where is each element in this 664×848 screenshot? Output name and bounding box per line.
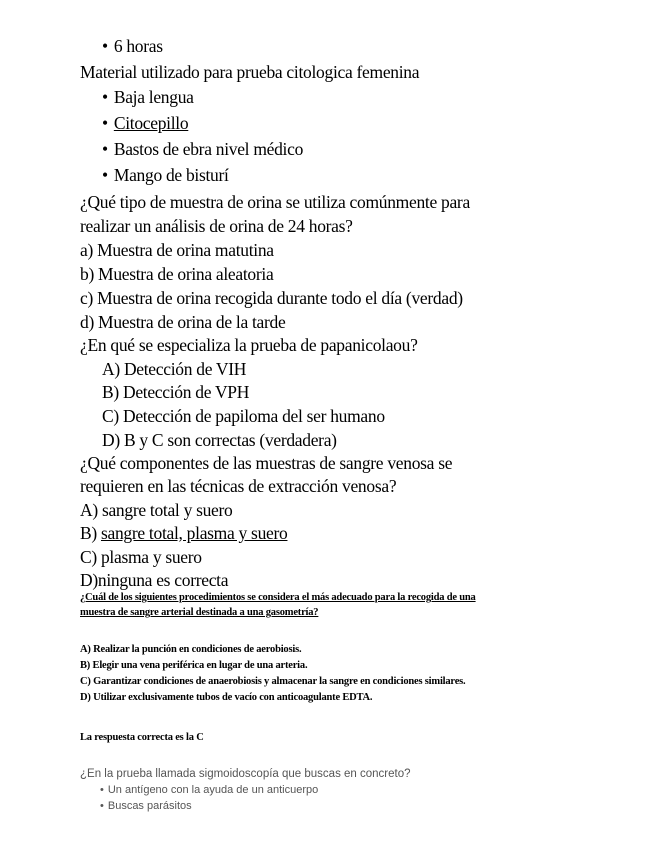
question-heading: Material utilizado para prueba citologica femenina bbox=[80, 62, 420, 82]
question-heading: ¿En la prueba llamada sigmoidoscopía que buscas en concreto? bbox=[80, 768, 411, 780]
answer-option: D) B y C son correctas (verdadera) bbox=[102, 430, 337, 450]
highlighted-answer: Citocepillo bbox=[113, 113, 189, 133]
option-letter: B) bbox=[80, 523, 101, 543]
answer-option: A) sangre total y suero bbox=[80, 500, 233, 520]
answer-option: a) Muestra de orina matutina bbox=[80, 240, 274, 260]
answer-option: A) Realizar la punción en condiciones de aerobiosis. bbox=[80, 644, 302, 655]
list-item: • Baja lengua bbox=[102, 85, 194, 109]
list-item: • Un antígeno con la ayuda de un anticuerpo bbox=[100, 782, 318, 798]
answer-option: D)ninguna es correcta bbox=[80, 570, 229, 590]
answer-statement: La respuesta correcta es la C bbox=[80, 732, 204, 743]
answer-option: B) Elegir una vena periférica en lugar de una arteria. bbox=[80, 660, 308, 671]
highlighted-answer: sangre total, plasma y suero bbox=[100, 523, 288, 543]
question-line: realizar un análisis de orina de 24 horas? bbox=[80, 216, 353, 236]
question-line: ¿Qué tipo de muestra de orina se utiliza comúnmente para bbox=[80, 192, 470, 212]
answer-option: C) plasma y suero bbox=[80, 547, 202, 567]
answer-option: d) Muestra de orina de la tarde bbox=[80, 312, 286, 332]
answer-option: c) Muestra de orina recogida durante todo el día (verdad) bbox=[80, 288, 463, 308]
list-item: • Buscas parásitos bbox=[100, 798, 192, 814]
question-line: muestra de sangre arterial destinada a una gasometría? bbox=[80, 607, 319, 618]
question-line: ¿Qué componentes de las muestras de sangre venosa se bbox=[80, 453, 453, 473]
list-item: • Mango de bisturí bbox=[102, 163, 229, 187]
answer-option: D) Utilizar exclusivamente tubos de vacío con anticoagulante EDTA. bbox=[80, 692, 373, 703]
answer-option: A) Detección de VIH bbox=[102, 359, 247, 379]
answer-option: B) Detección de VPH bbox=[102, 382, 250, 402]
answer-option bbox=[80, 521, 287, 545]
question-line: ¿Cuál de los siguientes procedimientos se considera el más adecuado para la recogida de una bbox=[80, 592, 476, 603]
answer-option: C) Detección de papiloma del ser humano bbox=[102, 406, 385, 426]
question-line: requieren en las técnicas de extracción venosa? bbox=[80, 476, 397, 496]
answer-option: b) Muestra de orina aleatoria bbox=[80, 264, 274, 284]
list-item: • 6 horas bbox=[102, 34, 163, 58]
list-item: • Bastos de ebra nivel médico bbox=[102, 137, 303, 161]
question-heading: ¿En qué se especializa la prueba de papanicolaou? bbox=[80, 335, 418, 355]
answer-option: C) Garantizar condiciones de anaerobiosis y almacenar la sangre en condiciones similares. bbox=[80, 676, 466, 687]
list-item bbox=[102, 111, 188, 135]
